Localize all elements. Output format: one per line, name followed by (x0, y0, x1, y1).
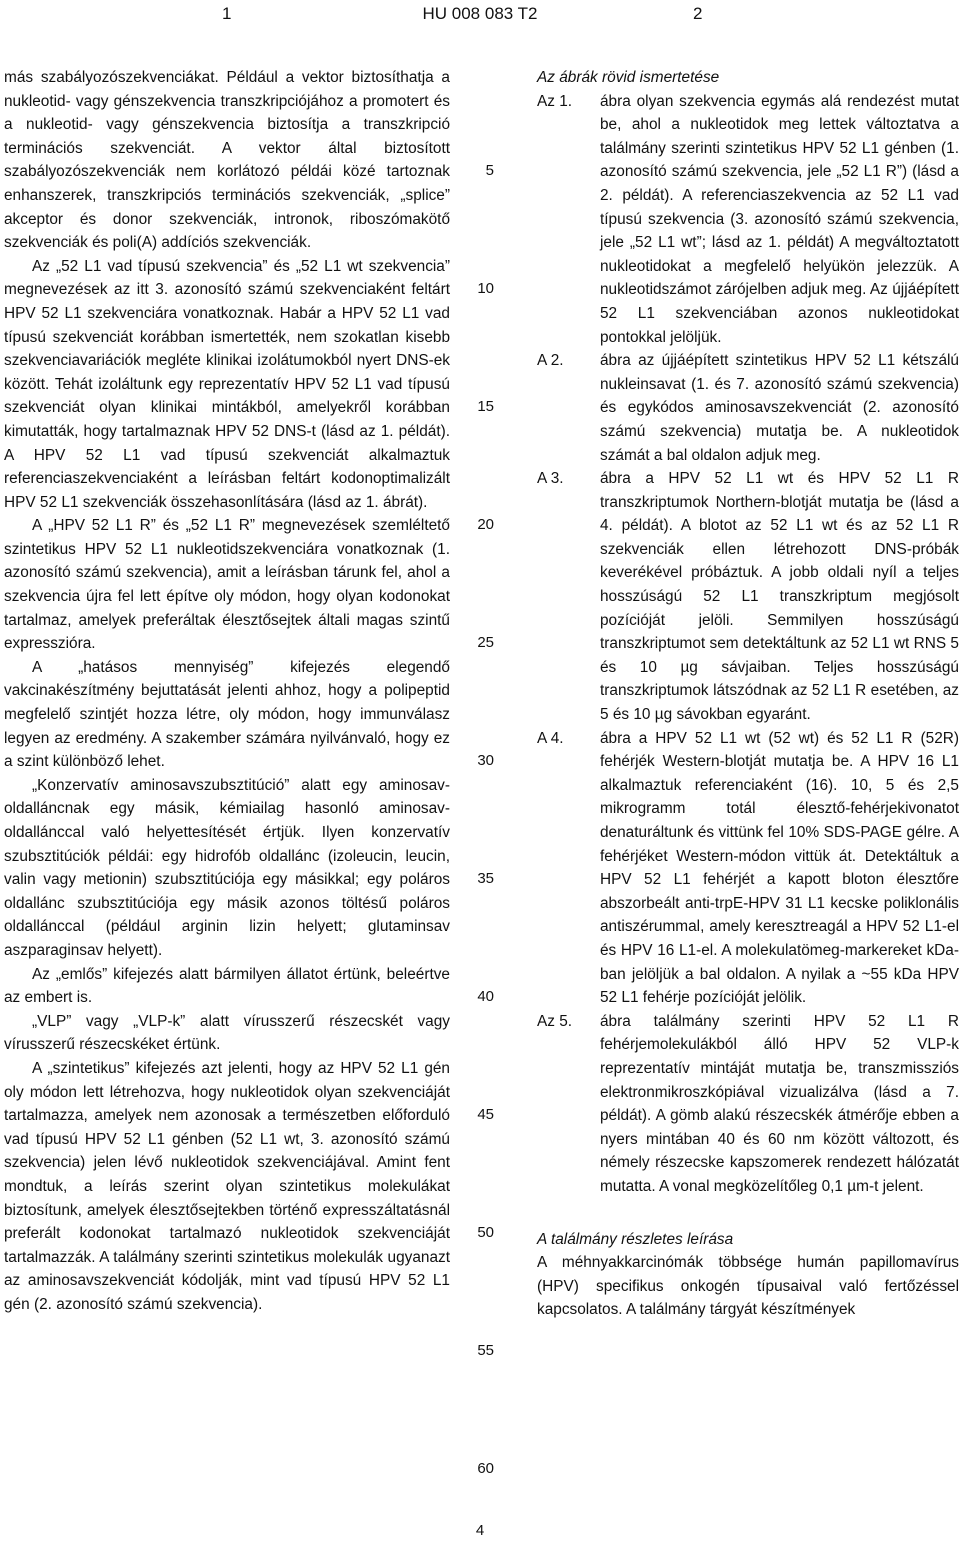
figure-description-2 (537, 349, 959, 467)
document-number: HU 008 083 T2 (422, 4, 538, 23)
figure-label: A 4. (537, 729, 564, 747)
right-column (537, 66, 959, 1322)
line-number: 20 (477, 516, 494, 533)
figure-text: ábra a HPV 52 L1 wt és HPV 52 L1 R transzkriptumok Northern-blotját mutatja be (lásd a 4. példát). A blotot az 52 L1 wt és az 52 L1 R szekvenciák ellen létrehozott DNS-próbák keverékével próbáztuk. A jobb oldali nyíl a teljes hosszúságú 52 L1 transzkriptum megjósolt pozícióját jelöli. Semmilyen hosszúságú transzkriptumot sem detektáltunk az 52 L1 wt RNS 5 és 10 µg sávjaiban. Teljes hosszúságú transzkriptumok látszódnak az 52 L1 R esetében, az 5 és 10 µg sávokban egyaránt. (600, 470, 959, 724)
paragraph-wild-type: Az „52 L1 vad típusú szekvencia” és „52 L1 wt szekvencia” megnevezések az itt 3. azonosító számú szekvenciaként feltárt HPV 52 L1 szekvenciára vonatkoznak. Habár a HPV 52 L1 vad típusú szekvenciát korábban ismertették, nem szokatlan kisebb szekvenciavariációk megléte klinikai izolátumokból nyert DNS-ek között. Tehát izoláltunk egy reprezentatív HPV 52 L1 vad típusú szekvenciát olyan klinikai mintákból, amelyekről korábban kimutatták, hogy tartalmaznak HPV 52 DNS-t (lásd az 1. példát). A HPV 52 L1 vad típusú szekvenciát alkalmaztuk referenciaszekvenciaként a leírásban feltárt kodonoptimalizált HPV 52 L1 szekvenciák összehasonlítására (lásd az 1. ábrát). (4, 257, 450, 511)
paragraph-vlp: „VLP” vagy „VLP-k” alatt vírusszerű részecskét vagy vírusszerű részecskéket értünk. (4, 1012, 450, 1054)
figure-text: ábra az újjáépített szintetikus HPV 52 L1 kétszálú nukleinsavat (1. és 7. azonosító számú szekvencia) és egykódos aminosavszekvenciát (2. azonosító számú szekvencia) mutatja be. A nukleotidok számát a bal oldalon adjuk meg. (600, 352, 959, 464)
figure-label: Az 1. (537, 92, 573, 110)
line-number: 25 (477, 634, 494, 651)
paragraph-conservative-substitution: „Konzervatív aminosavszubsztitúció” alatt egy aminosav-oldalláncnak egy másik, kémiailag hasonló aminosav-oldallánccal való helyettesítését értjük. Ilyen konzervatív szubsztitúciók példái: egy hidrofób oldallánc (izoleucin, leucin, valin vagy metionin) szubsztitúciója egy másikkal; egy poláros oldallánc szubsztitúciója egy másik azonos töltésű poláros oldallánccal (például arginin lizin helyett; glutaminsav aszparaginsav helyett). (4, 776, 450, 959)
figures-heading: Az ábrák rövid ismertetése (537, 69, 720, 86)
line-number: 5 (485, 162, 494, 179)
figure-label: A 3. (537, 470, 564, 488)
figure-label: Az 5. (537, 1012, 573, 1030)
line-number: 40 (477, 988, 494, 1005)
figure-label: A 2. (537, 352, 564, 370)
line-number: 60 (477, 1460, 494, 1477)
detailed-description-paragraph: A méhnyakkarcinómák többsége humán papillomavírus (HPV) specifikus onkogén típusaival való fertőzéssel kapcsolatos. A találmány tárgyát készítmények (537, 1254, 959, 1319)
figure-text: ábra olyan szekvencia egymás alá rendezést mutat be, ahol a nukleotidok meg lettek változtatva a találmány szerinti szintetikus HPV 52 L1 génben (1. azonosító számú szekvencia, jele „52 L1 R”) (lásd a 2. példát). A referenciaszekvencia az 52 L1 vad típusú szekvencia (3. azonosító számú szekvencia, jele „52 L1 wt”; lásd az 1. példát) A megváltoztatott nukleotidokat a megfelelő helyükön jelezzük. A nukleotidszámot zárójelben adjuk meg. Az újjáépített 52 L1 szekvenciában azonos nukleotidokat pontokkal jelöljük. (600, 92, 959, 346)
figure-description-1 (537, 90, 959, 350)
figure-description-3 (537, 467, 959, 727)
paragraph-synthetic-r: A „HPV 52 L1 R” és „52 L1 R” megnevezések szemléltető szintetikus HPV 52 L1 nukleotidszekvenciára vonatkoznak (1. azonosító számú szekvencia), amit a leírásban tárunk fel, ahol a szekvencia újra fel lett építve oly módon, hogy olyan kodonokat tartalmaz, amelyek preferáltak élesztősejtek általi magas szintű expresszióra. (4, 517, 450, 653)
line-number: 55 (477, 1342, 494, 1359)
page-number-left: 1 (222, 4, 232, 23)
paragraph-mammal: Az „emlős” kifejezés alatt bármilyen állatot értünk, beleértve az embert is. (4, 965, 450, 1007)
paragraph-effective-amount: A „hatásos mennyiség” kifejezés elegendő vakcinakészítmény bejuttatását jelenti ahhoz, hogy a polipeptid megfelelő szintjét hozza létre, oly módon, hogy immunválasz legyen az eredmény. A szakember számára nyilvánvaló, hogy ez a szint különböző lehet. (4, 658, 450, 771)
figure-description-4 (537, 727, 959, 1010)
line-number: 30 (477, 752, 494, 769)
page-header (0, 0, 960, 34)
paragraph-synthetic: A „szintetikus” kifejezés azt jelenti, hogy az HPV 52 L1 gén oly módon lett létrehozva, hogy nukleotidok olyan szekvenciáját tartalmazza, amelyek nem azonosak a természetben előforduló vad típusú HPV 52 L1 génben (52 L1 wt, 3. azonosító számú szekvencia) jelen lévő nukleotidok szekvenciájával. Amint fent mondtuk, a leírás szerint olyan szintetikus molekulákat biztosítunk, amelyek élesztősejtekben történő expresszáltatásnál preferált kodonokat tartalmazó nukleotidok szekvenciáját tartalmazzák. A találmány szerinti szintetikus molekulák ugyanazt az aminosavszekvenciát kódolják, mint vad típusú HPV 52 L1 gén (2. azonosító számú szekvencia). (4, 1059, 450, 1313)
paragraph-regulatory-sequences: más szabályozószekvenciákat. Például a vektor biztosíthatja a nukleotid- vagy génszekvencia transzkripciójához a promotert és a nukleotid- vagy génszekvencia biztosítja a transzkripció terminációs szekvenciát. A vektor által biztosított szabályozószekvenciák nem korlátozó példái közé tartoznak enhanszerek, transzkripciós terminációs szekvenciák, „splice” akceptor és donor szekvenciák, intronok, riboszómakötő szekvenciák és poli(A) addíciós szekvenciák. (4, 69, 450, 252)
footer-page-number: 4 (475, 1522, 485, 1539)
left-column (4, 66, 450, 1316)
detailed-description-heading: A találmány részletes leírása (537, 1230, 734, 1248)
line-number: 15 (477, 398, 494, 415)
line-number: 35 (477, 870, 494, 887)
figure-text: ábra találmány szerinti HPV 52 L1 R fehérjemolekulákból álló HPV 52 VLP-k reprezentatív mintáját mutatja be, transzmissziós elektronmikroszkópiával vizualizálva (lásd a 7. példát). A gömb alakú részecskék átmérője ebben a nyers mintában 40 és 60 nm között változott, és némely részecske kapszomerek rendezett hálózatát mutatta. A vonal megközelítőleg 0,1 µm-t jelent. (600, 1012, 959, 1195)
figure-description-5 (537, 1010, 959, 1199)
line-number: 45 (477, 1106, 494, 1123)
figure-text: ábra a HPV 52 L1 wt (52 wt) és 52 L1 R (52R) fehérjék Western-blotját mutatja be. A HPV 16 L1 alkalmaztuk referenciaként (16). 10, 5 és 2,5 mikrogramm totál élesztő-fehérjekivonatot denaturáltunk és vittünk fel 10% SDS-PAGE gélre. A fehérjéket Western-módon vittük át. Detektáltuk a HPV 52 L1 fehérjét a kapott bloton élesztőre abszorbeált anti-trpE-HPV 31 L1 kecske poliklonális antiszérummal, amely keresztreagál a HPV 52 L1-el és HPV 16 L1-el. A molekulatömeg-markereket kDa-ban jelöljük a bal oldalon. A nyilak a ~55 kDa HPV 52 L1 fehérje pozícióját jelölik. (600, 729, 959, 1007)
line-number: 10 (477, 280, 494, 297)
line-number: 50 (477, 1224, 494, 1241)
page-number-right: 2 (693, 4, 703, 23)
